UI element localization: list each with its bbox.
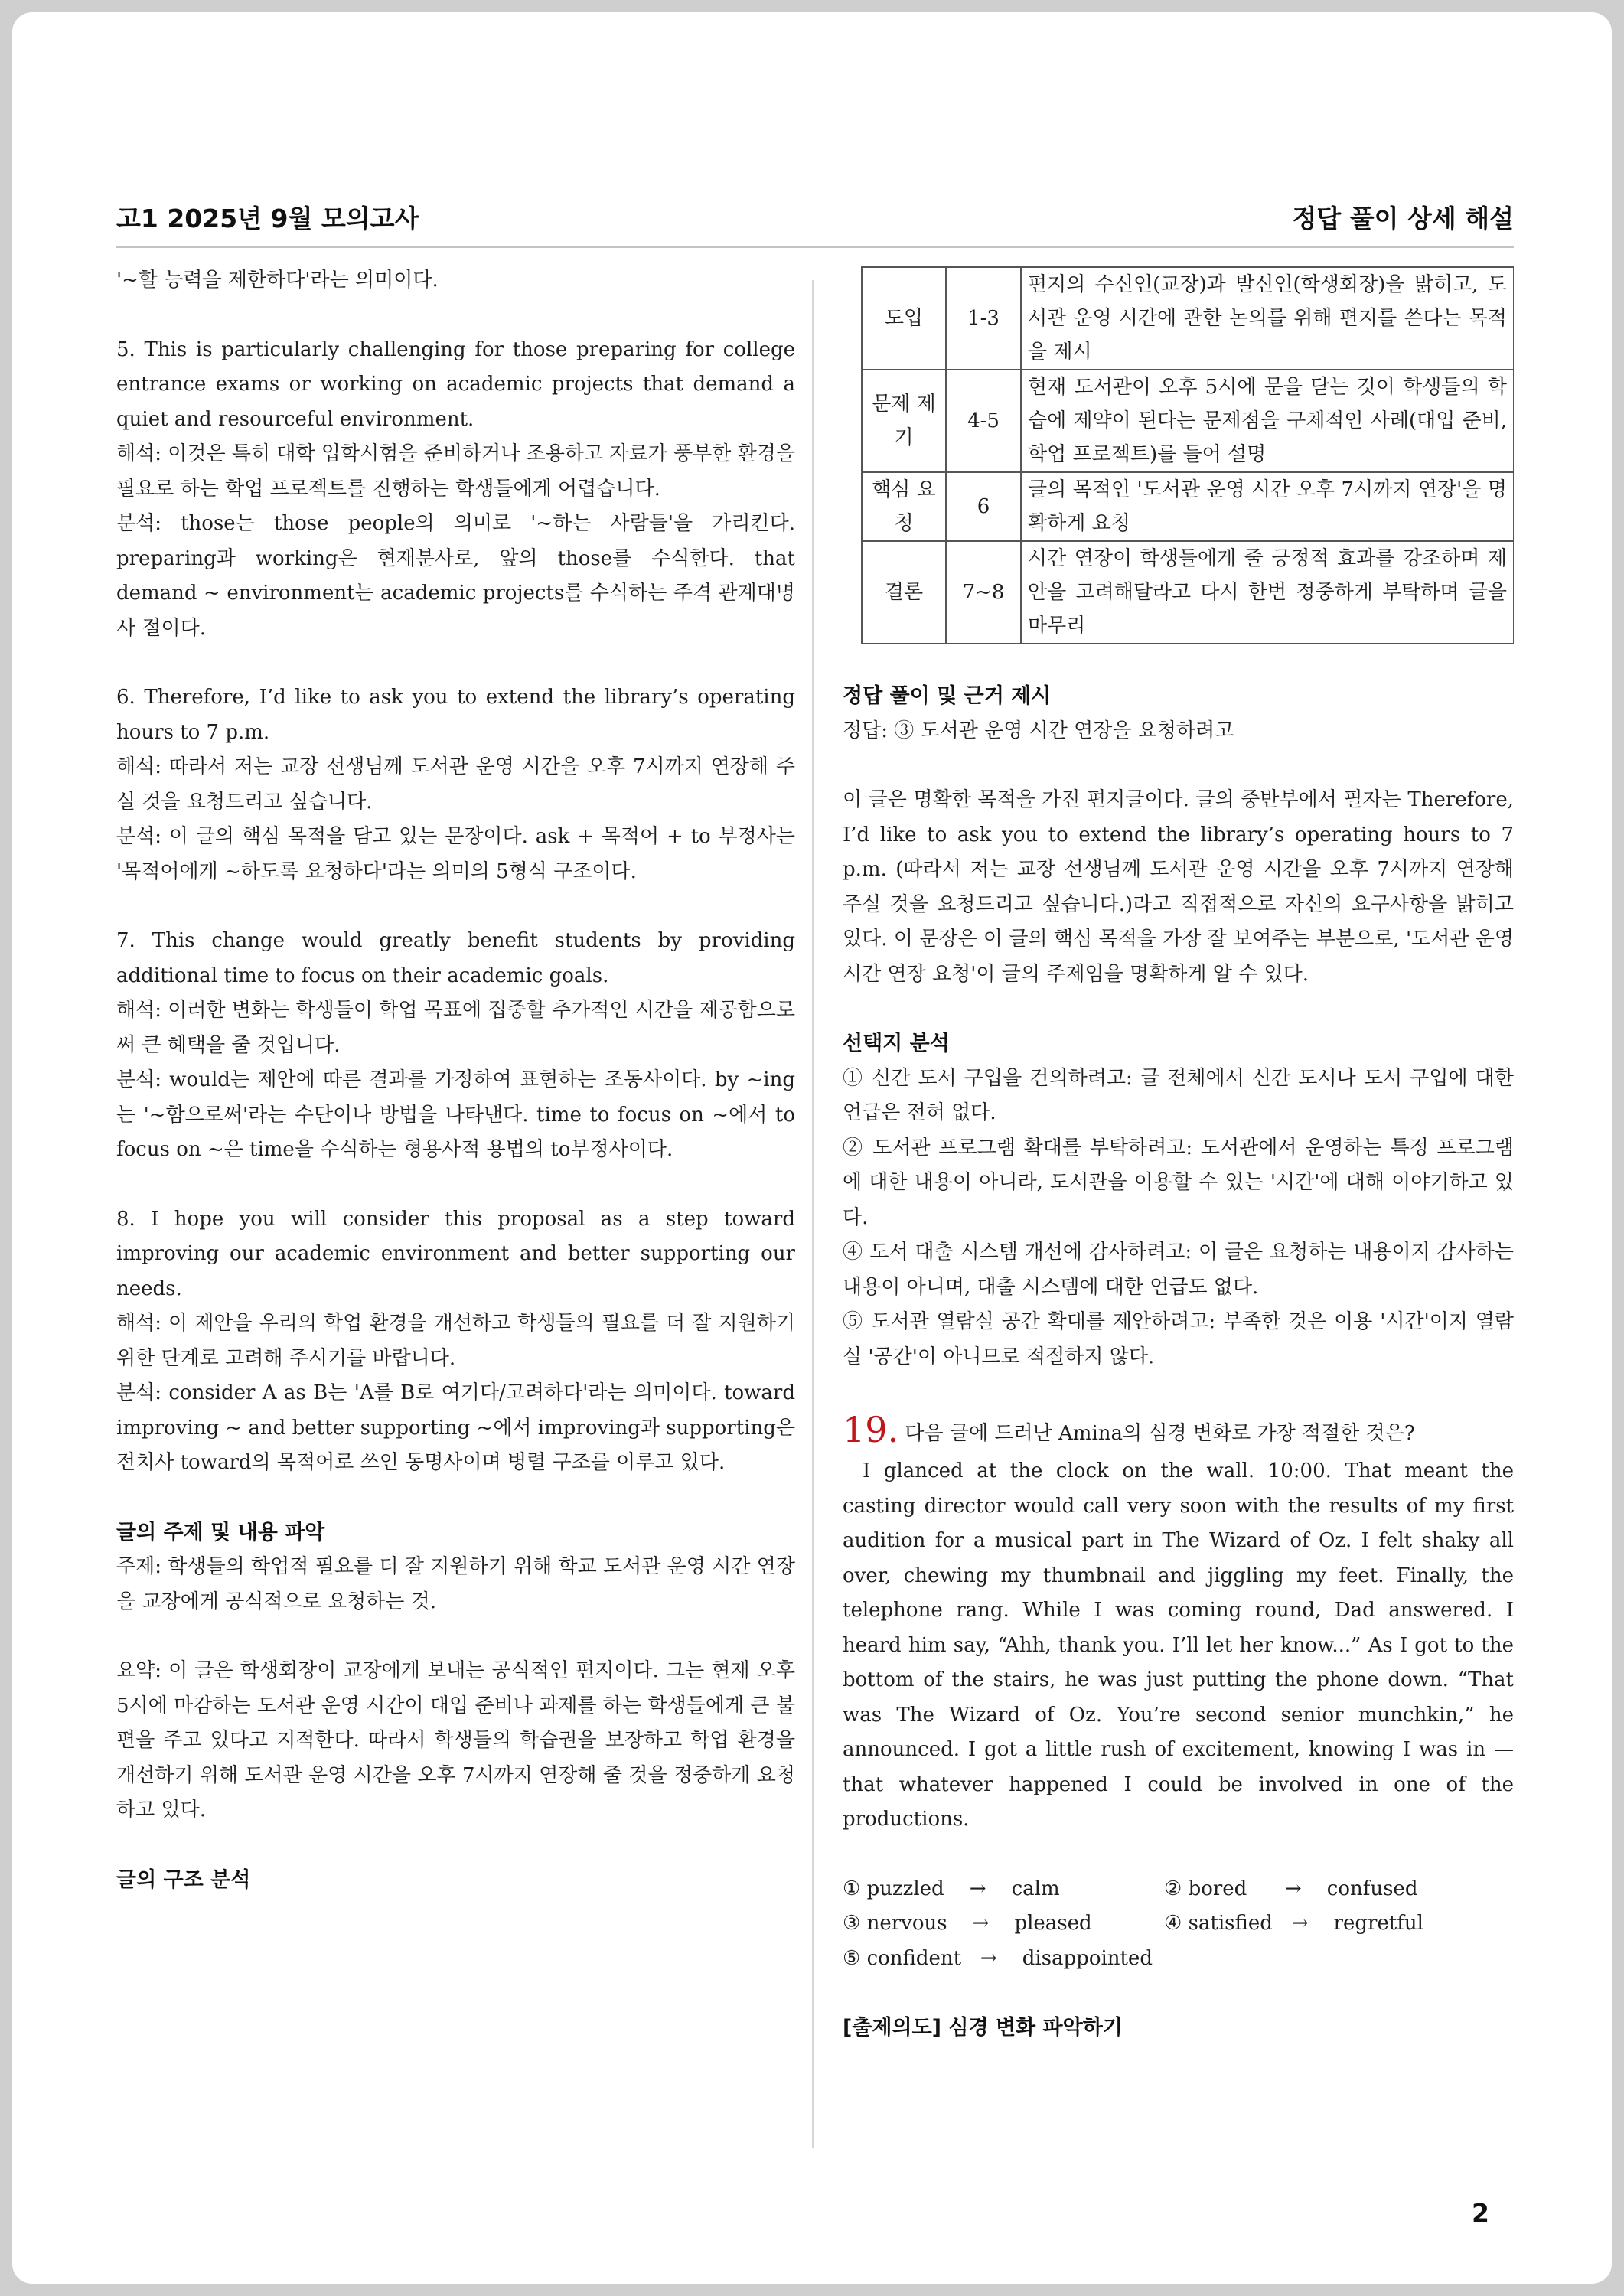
- intent-heading: [출제의도] 심경 변화 파악하기: [843, 2016, 1123, 2040]
- table-cell-lines: 6: [946, 472, 1021, 541]
- table-cell-part: 결론: [862, 541, 946, 644]
- sentence-5: 5. This is particularly challenging for those preparing for college entrance exams or working on academic projects that demand a quiet and resourceful environment.: [116, 338, 795, 431]
- table-row: [862, 472, 1514, 541]
- sentence-6: 6. Therefore, I’d like to ask you to extend the library’s operating hours to 7 p.m.: [116, 686, 795, 744]
- choice-4: ④ satisfied → regretful: [1164, 1912, 1423, 1935]
- table-cell-part: 문제 제기: [862, 370, 946, 472]
- table-cell-lines: 1-3: [946, 267, 1021, 370]
- question-prompt: 다음 글에 드러난 Amina의 심경 변화로 가장 적절한 것은?: [898, 1422, 1415, 1445]
- exam-title: 고1 2025년 9월 모의고사: [116, 204, 419, 233]
- question-passage: I glanced at the clock on the wall. 10:00. That meant the casting director would call very soon with the results of my first audition for a musical part in The Wizard of Oz. I felt shaky all over, chewing my thumbnail and jiggling my feet. Finally, the telephone rang. While I was coming round, Dad answered. I heard him say, “Ahh, thank you. I’ll let her know...” As I got to the bottom of the stairs, he was just putting the phone down. “That was The Wizard of Oz. You’re second senior munchkin,” he announced. I got a little rush of excitement, knowing I was in — that whatever happened I could be involved in one of the productions.: [843, 1459, 1514, 1831]
- page-number: 2: [1472, 2198, 1489, 2228]
- analysis-7: 분석: would는 제안에 따른 결과를 가정하여 표현하는 조동사이다. by ~ing는 '~함으로써'라는 수단이나 방법을 나타낸다. time to focus on ~에서 to focus on ~은 time을 수식하는 형용사적 용법의 to부정사이다.: [116, 1068, 795, 1161]
- structure-table: [861, 266, 1514, 644]
- right-column: [843, 263, 1514, 2177]
- question-number: 19.: [843, 1409, 899, 1450]
- choice-5: ⑤ confident → disappointed: [843, 1946, 1153, 1970]
- left-column: [116, 263, 795, 2123]
- option-analysis-4: ④ 도서 대출 시스템 개선에 감사하려고: 이 글은 요청하는 내용이지 감사하는 내용이 아니며, 대출 시스템에 대한 언급도 없다.: [843, 1241, 1514, 1299]
- answer-heading: 정답 풀이 및 근거 제시: [843, 684, 1052, 708]
- analysis-5: 분석: those는 those people의 의미로 '~하는 사람들'을 가리킨다. preparing과 working은 현재분사로, 앞의 those를 수식한다. that demand ~ environment는 academic projects를 수식하는 주격 관계대명사 절이다.: [116, 512, 795, 640]
- options-heading: 선택지 분석: [843, 1032, 950, 1055]
- answer-explanation: 이 글은 명확한 목적을 가진 편지글이다. 글의 중반부에서 필자는 Therefore, I’d like to ask you to extend the library’s operating hours to 7 p.m. (따라서 저는 교장 선생님께 도서관 운영 시간을 오후 7시까지 연장해 주실 것을 요청드리고 싶습니다.)라고 직접적으로 자신의 요구사항을 밝히고 있다. 이 문장은 이 글의 핵심 목적을 가장 잘 보여주는 부분으로, '도서관 운영 시간 연장 요청'이 글의 주제임을 명확하게 알 수 있다.: [843, 788, 1514, 986]
- table-cell-part: 도입: [862, 267, 946, 370]
- translation-5: 해석: 이것은 특히 대학 입학시험을 준비하거나 조용하고 자료가 풍부한 환경을 필요로 하는 학업 프로젝트를 진행하는 학생들에게 어렵습니다.: [116, 442, 795, 501]
- theme-text: 주제: 학생들의 학업적 필요를 더 잘 지원하기 위해 학교 도서관 운영 시간 연장을 교장에게 공식적으로 요청하는 것.: [116, 1555, 795, 1613]
- sentence-7: 7. This change would greatly benefit students by providing additional time to focus on their academic goals.: [116, 929, 795, 987]
- table-row: [862, 541, 1514, 644]
- page-header: [116, 199, 1514, 248]
- choice-3: ③ nervous → pleased: [843, 1912, 1092, 1935]
- table-cell-part: 핵심 요청: [862, 472, 946, 541]
- translation-8: 해석: 이 제안을 우리의 학업 환경을 개선하고 학생들의 필요를 더 잘 지원하기 위한 단계로 고려해 주시기를 바랍니다.: [116, 1312, 795, 1370]
- structure-heading: 글의 구조 분석: [116, 1867, 251, 1892]
- table-cell-desc: 시간 연장이 학생들에게 줄 긍정적 효과를 강조하며 제안을 고려해달라고 다시 한번 정중하게 부탁하며 글을 마무리: [1021, 541, 1514, 644]
- table-cell-lines: 4-5: [946, 370, 1021, 472]
- table-cell-desc: 글의 목적인 '도서관 운영 시간 오후 7시까지 연장'을 명확하게 요청: [1021, 472, 1514, 541]
- theme-heading: 글의 주제 및 내용 파악: [116, 1520, 325, 1544]
- translation-6: 해석: 따라서 저는 교장 선생님께 도서관 운영 시간을 오후 7시까지 연장해 주실 것을 요청드리고 싶습니다.: [116, 755, 795, 814]
- sentence-8: 8. I hope you will consider this proposal as a step toward improving our academic environment and better supporting our needs.: [116, 1207, 795, 1300]
- section-title: 정답 풀이 상세 해설: [1292, 204, 1514, 233]
- translation-7: 해석: 이러한 변화는 학생들이 학업 목표에 집중할 추가적인 시간을 제공함으로써 큰 혜택을 줄 것입니다.: [116, 999, 795, 1057]
- column-divider: [812, 280, 814, 2148]
- analysis-8: 분석: consider A as B는 'A를 B로 여기다/고려하다'라는 의미이다. toward improving ~ and better supporting ~에서 improving과 supporting은 전치사 toward의 목적어로 쓰인 동명사이며 병렬 구조를 이루고 있다.: [116, 1381, 795, 1474]
- answer-text: 정답: ③ 도서관 운영 시간 연장을 요청하려고: [843, 719, 1234, 742]
- option-analysis-5: ⑤ 도서관 열람실 공간 확대를 제안하려고: 부족한 것은 이용 '시간'이지 열람실 '공간'이 아니므로 적절하지 않다.: [843, 1310, 1514, 1368]
- choice-2: ② bored → confused: [1164, 1877, 1418, 1900]
- table-cell-lines: 7~8: [946, 541, 1021, 644]
- table-row: [862, 370, 1514, 472]
- intro-text: '~할 능력을 제한하다'라는 의미이다.: [116, 269, 439, 292]
- table-cell-desc: 편지의 수신인(교장)과 발신인(학생회장)을 밝히고, 도서관 운영 시간에 관한 논의를 위해 편지를 쓴다는 목적을 제시: [1021, 267, 1514, 370]
- analysis-6: 분석: 이 글의 핵심 목적을 담고 있는 문장이다. ask + 목적어 + to 부정사는 '목적어에게 ~하도록 요청하다'라는 의미의 5형식 구조이다.: [116, 825, 795, 883]
- answer-choices: [843, 1872, 1514, 1977]
- option-analysis-1: ① 신간 도서 구입을 건의하려고: 글 전체에서 신간 도서나 도서 구입에 대한 언급은 전혀 없다.: [843, 1066, 1514, 1124]
- question-19: [843, 1409, 1514, 1454]
- option-analysis-2: ② 도서관 프로그램 확대를 부탁하려고: 도서관에서 운영하는 특정 프로그램에 대한 내용이 아니라, 도서관을 이용할 수 있는 '시간'에 대해 이야기하고 있다.: [843, 1136, 1514, 1229]
- table-cell-desc: 현재 도서관이 오후 5시에 문을 닫는 것이 학생들의 학습에 제약이 된다는 문제점을 구체적인 사례(대입 준비, 학업 프로젝트)를 들어 설명: [1021, 370, 1514, 472]
- table-row: [862, 267, 1514, 370]
- page: [12, 12, 1612, 2284]
- choice-1: ① puzzled → calm: [843, 1877, 1060, 1900]
- summary-text: 요약: 이 글은 학생회장이 교장에게 보내는 공식적인 편지이다. 그는 현재 오후 5시에 마감하는 도서관 운영 시간이 대입 준비나 과제를 하는 학생들에게 큰 불편을 주고 있다고 지적한다. 따라서 학생들의 학습권을 보장하고 학업 환경을 개선하기 위해 도서관 운영 시간을 오후 7시까지 연장해 줄 것을 정중하게 요청하고 있다.: [116, 1659, 795, 1821]
